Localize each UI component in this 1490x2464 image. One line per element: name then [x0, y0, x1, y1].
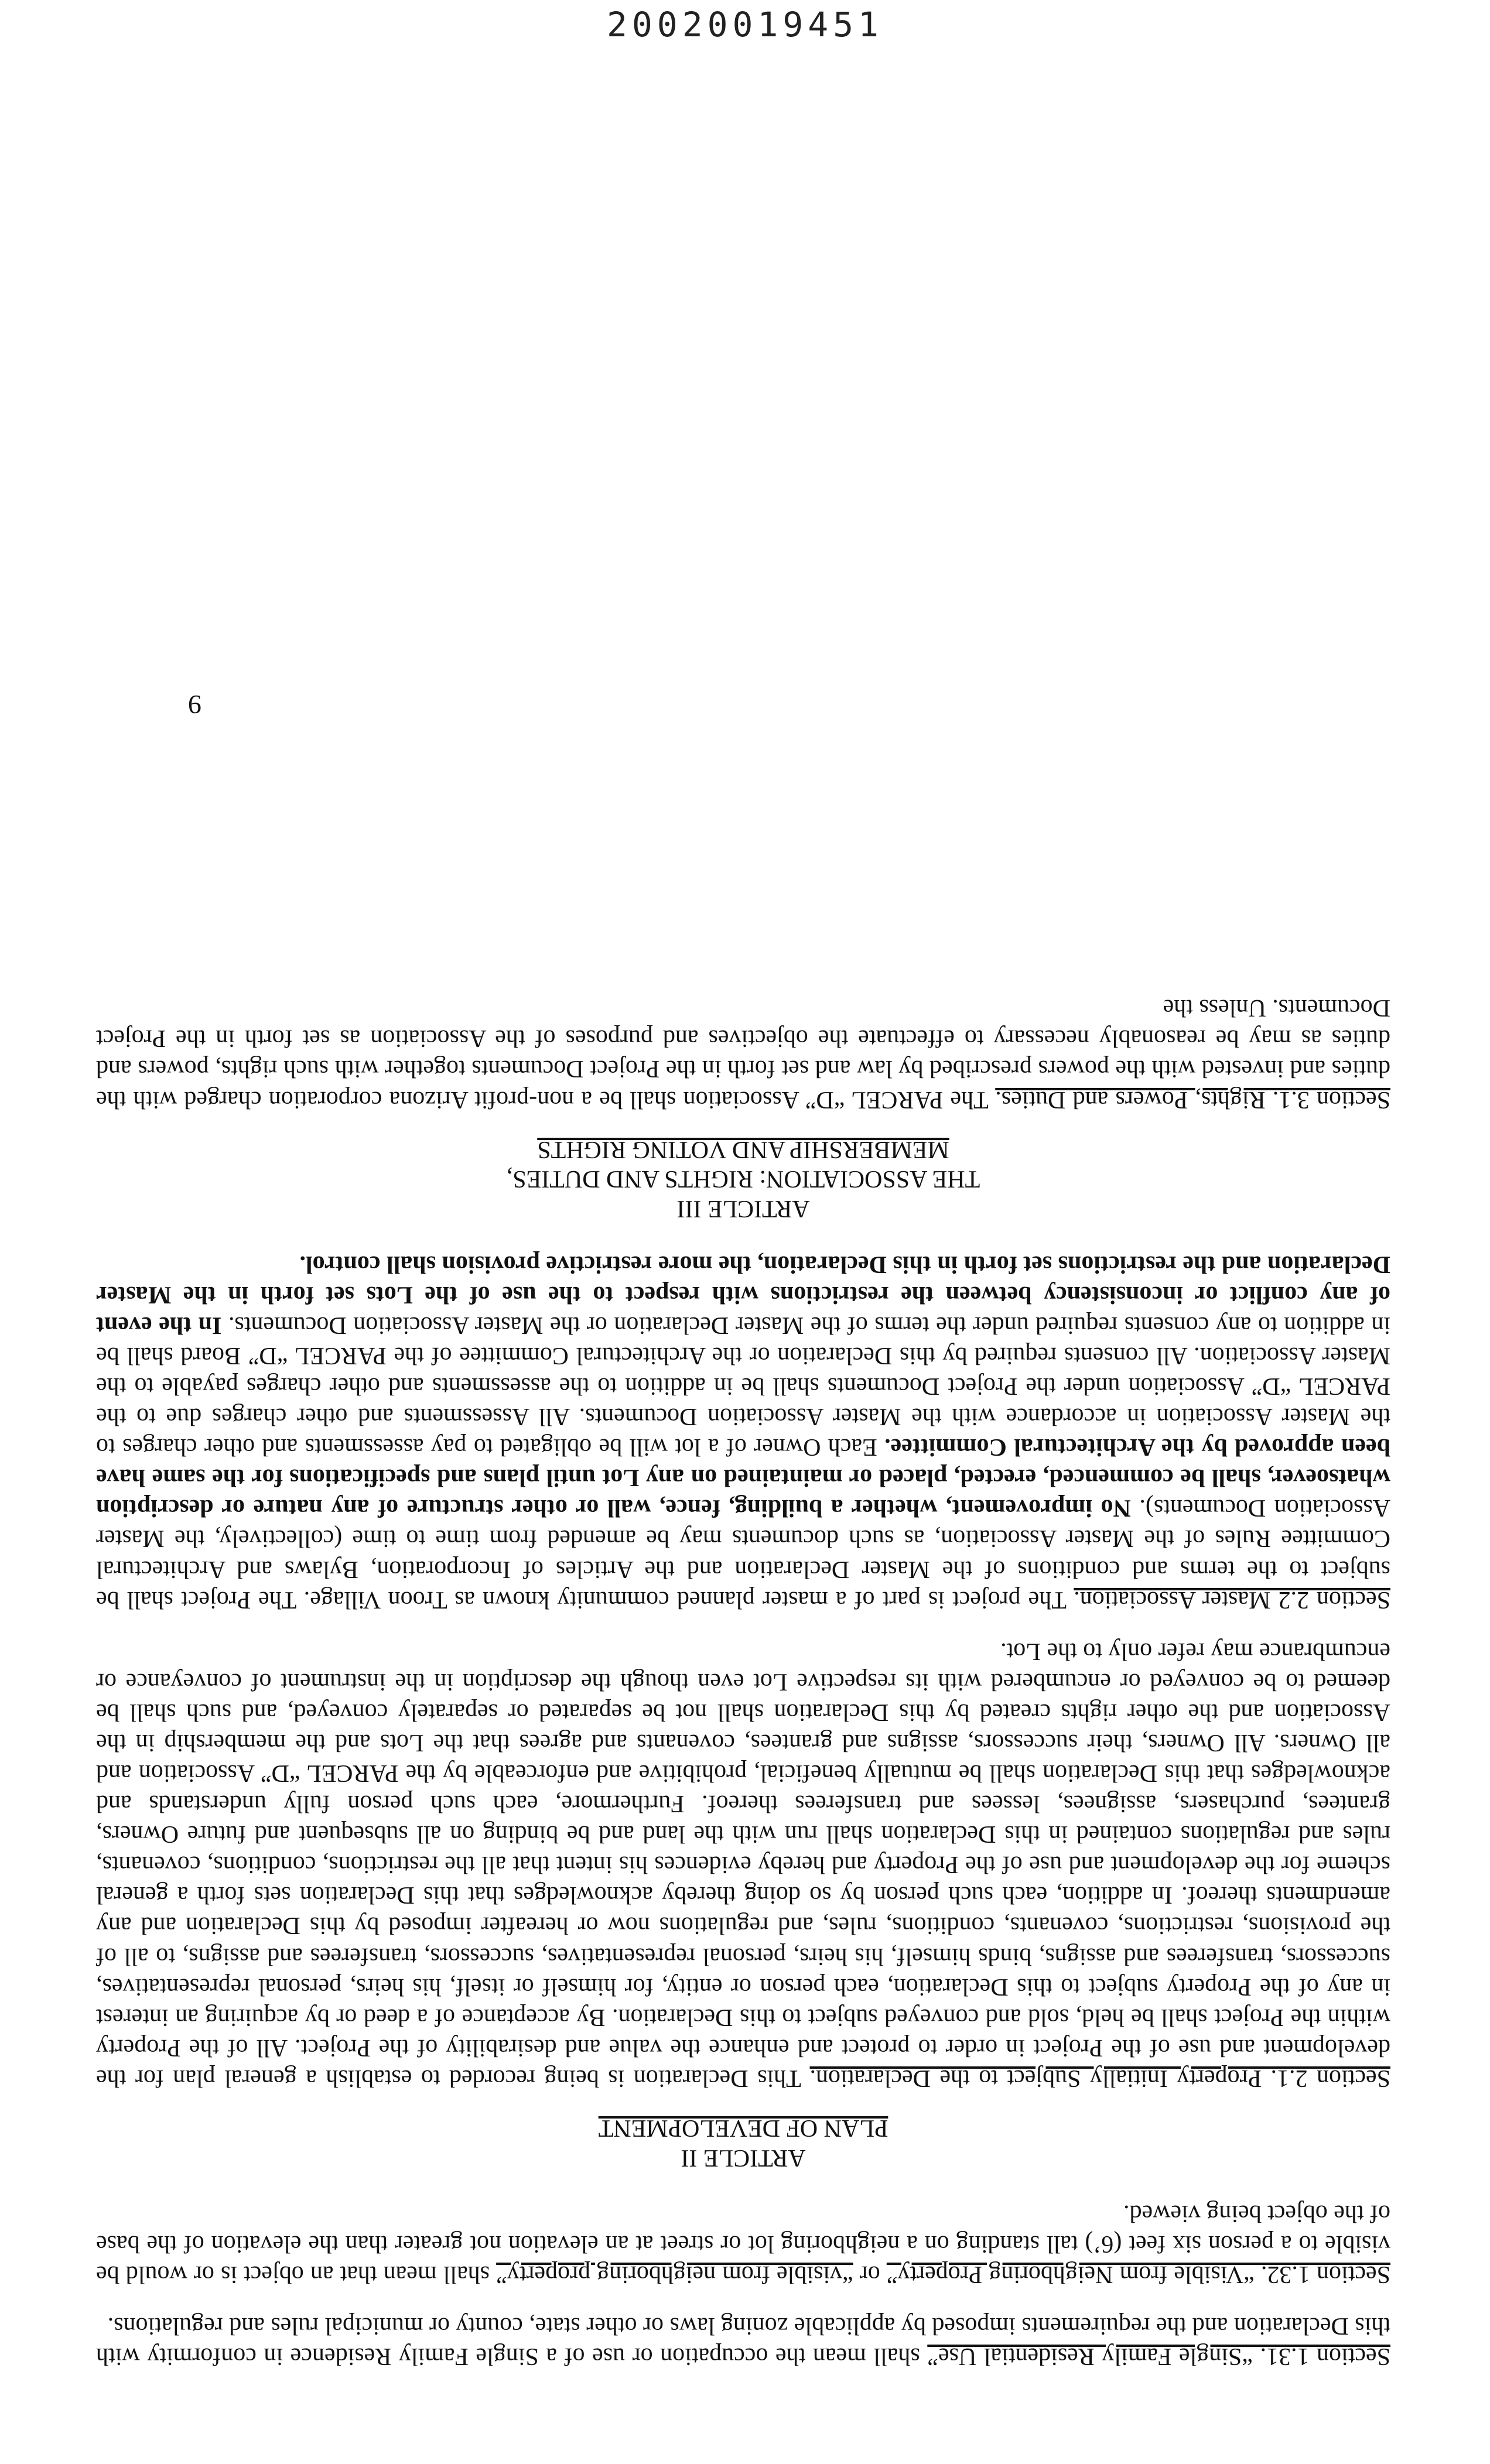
- section-2-2-label: Section 2.2 Master Association.: [1074, 1586, 1390, 1613]
- article-2-title: ARTICLE II: [681, 2144, 806, 2171]
- section-2-2-text-2: Each Owner of a lot will be obligated to pay assessments and other charges to the Master Association in accordance with the Master Association Documents. All Assessments and other charges due to the PARCEL “D” Association under the Project Documents shall be in addition to the assessments and other charges payable to the Master Association. All consents required by this Declaration or the Architectural Committee of the PARCEL “D” Board shall be in addition to any consents required under the terms of the Master Declaration or the Master Association Documents.: [96, 1311, 1390, 1461]
- section-2-2: [96, 1249, 1390, 1615]
- section-2-1-text: This Declaration is being recorded to establish a general plan for the development and use of the Project in order to protect and enhance the value and desirability of the Project. All of the Property within the Project shall be held, sold and conveyed subject to this Declaration. By acceptance of a deed or by acquiring an interest in any of the Property subject to this Declaration, each person or entity, for himself or itself, his heirs, personal representatives, successors, transferees and assigns, binds himself, his heirs, personal representatives, successors, transferees and assigns, to all of the provisions, restrictions, covenants, conditions, rules, and regulations now or hereafter imposed by this Declaration and any amendments thereof. In addition, each such person by so doing thereby acknowledges that this Declaration sets forth a general scheme for the development and use of the Property and hereby evidences his intent that all the restrictions, conditions, covenants, rules and regulations contained in this Declaration shall run with the land and be binding on all subsequent and future Owners, grantees, purchasers, assignees, lessees and transferees thereof. Furthermore, each such person fully understands and acknowledges that this Declaration shall be mutually beneficial, prohibitive and enforceable by the PARCEL “D” Association and all Owners. All Owners, their successors, assigns and grantees, covenants and agrees that the Lots and the membership in the Association and the other rights created by this Declaration shall not be separated or separately conveyed, and such shall be deemed to be conveyed or encumbered with its respective Lot even though the description in the instrument of conveyance or encumbrance may refer only to the Lot.: [96, 1637, 1390, 2092]
- section-1-31-label: Section 1.31. “Single Family Residential Use”: [927, 2343, 1390, 2370]
- section-2-2-bold-2: In the event of any conflict or inconsistency between the restrictions with respect to the use of the Lots set forth in the Master Declaration and the restrictions set forth in this Declaration, the more restrictive provision shall control.: [96, 1250, 1390, 1339]
- document-number: 20020019451: [606, 5, 884, 45]
- section-2-1-label: Section 2.1. Property Initially Subject to the Declaration.: [809, 2064, 1390, 2092]
- section-3-1: [96, 993, 1390, 1114]
- section-1-32: [96, 2198, 1390, 2290]
- section-3-1-text: The PARCEL “D” Association shall be a non-profit Arizona corporation charged with the duties and invested with the powers prescribed by law and set forth in the Project Documents together with such rights, powers and duties as may be reasonably necessary to effectuate the objectives and purposes of the Association as set forth in the Project Documents. Unless the: [95, 994, 1390, 1113]
- section-1-32-text: shall mean that an object is or would be visible to a person six feet (6’) tall standing on a neighboring lot or street at an elevation not greater than the elevation of the base of the object being viewed.: [96, 2199, 1390, 2288]
- article-3-subtitle-2: MEMBERSHIP AND VOTING RIGHTS: [537, 1135, 949, 1163]
- page-body: [96, 971, 1390, 2371]
- article-2-subtitle: PLAN OF DEVELOPMENT: [598, 2114, 888, 2142]
- section-3-1-label: Section 3.1. Rights, Powers and Duties.: [995, 1086, 1390, 1113]
- article-3-title: ARTICLE III: [676, 1195, 810, 1222]
- section-1-32-label: Section 1.32. “Visible from Neighboring Property”: [886, 2260, 1390, 2288]
- article-3-heading: [96, 1135, 1390, 1223]
- section-2-2-text-1: The project is part of a master planned community known as Troon Village. The Project shall be subject to the terms and conditions of the Master Declaration and the Articles of Incorporation, Bylaws and Architectural Committee Rules of the Master Association, as such documents may be amended from time to time (collectively, the Master Association Documents).: [96, 1494, 1390, 1613]
- article-3-subtitle-1: THE ASSOCIATION: RIGHTS AND DUTIES,: [506, 1165, 980, 1193]
- section-2-2-bold-1: No improvement, whether a building, fence, wall or other structure of any nature or description whatsoever, shall be commenced, erected, placed or maintained on any Lot until plans and specifications for the same have been approved by the Architectural Committee.: [95, 1433, 1390, 1522]
- section-1-31: [96, 2311, 1390, 2371]
- section-1-32-mid: or: [853, 2260, 887, 2288]
- page-number: 9: [188, 690, 201, 720]
- article-2-heading: [96, 2113, 1390, 2172]
- section-1-31-text: shall mean the occupation or use of a Single Family Residence in conformity with this Declaration and the requirements imposed by applicable zoning laws or other state, county or municipal rules and regulations.: [96, 2312, 1390, 2370]
- section-1-32-label2: “visible from neighboring property”: [496, 2260, 853, 2288]
- rotated-page: [0, 100, 1490, 2418]
- section-2-1: [96, 1636, 1390, 2093]
